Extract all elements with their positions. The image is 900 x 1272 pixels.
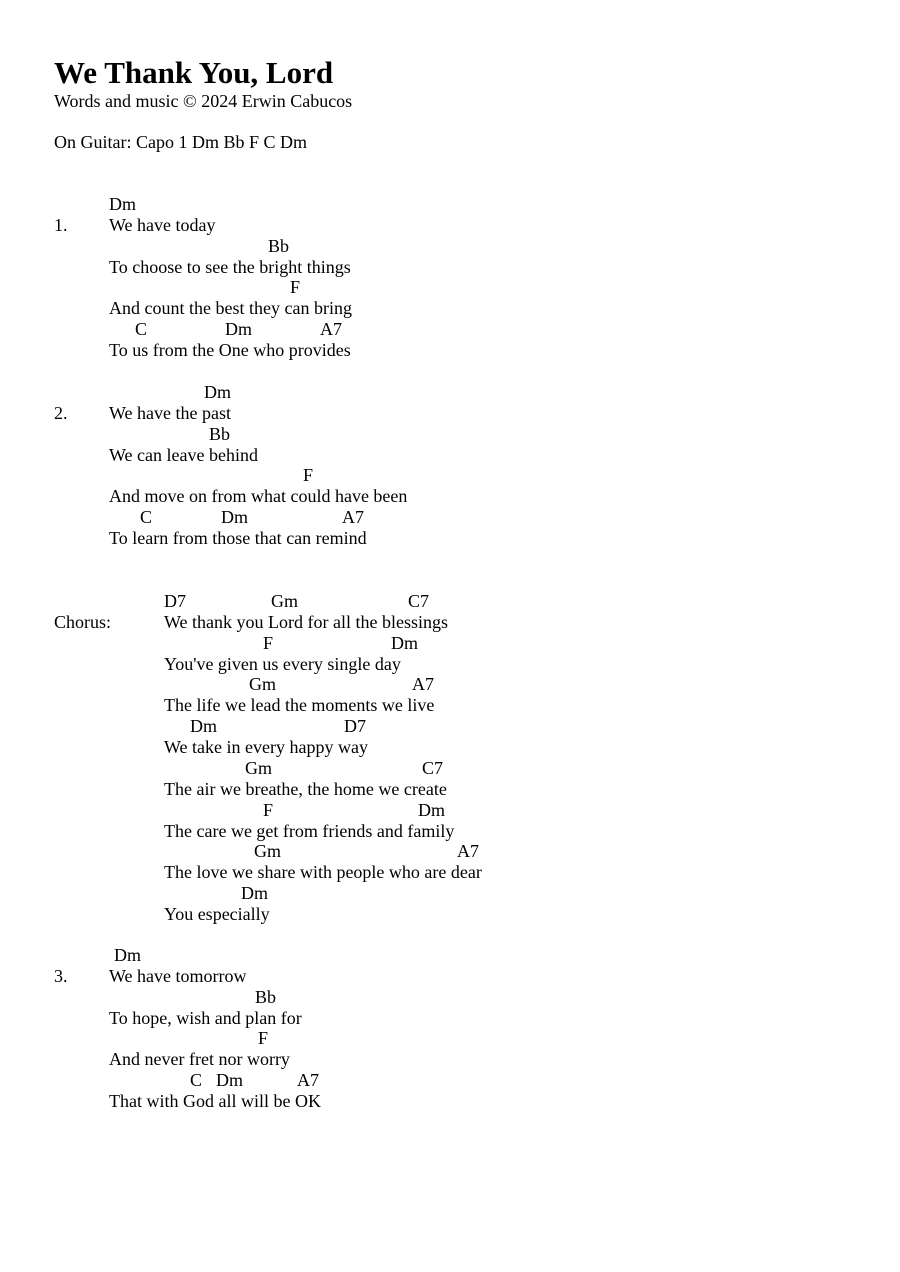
section-label: 2. — [54, 403, 68, 423]
chord: C7 — [422, 757, 444, 778]
lyric-line: You've given us every single day — [164, 653, 401, 674]
lyric-line: That with God all will be OK — [109, 1091, 321, 1112]
chord: D7 — [164, 591, 186, 611]
song-title: We Thank You, Lord — [54, 55, 334, 90]
chord: Dm — [190, 716, 217, 737]
chord: A7 — [320, 319, 342, 340]
chord: Gm — [249, 674, 276, 695]
chord: D7 — [344, 716, 366, 737]
lyric-line: We have tomorrow — [109, 966, 247, 986]
chord: F — [258, 1028, 269, 1049]
lyric-line: The air we breathe, the home we create — [164, 778, 447, 799]
lyric-line: The love we share with people who are dear — [164, 862, 482, 883]
chord: Gm — [245, 757, 272, 778]
lyric-line: We have the past — [109, 403, 232, 423]
chord: F — [263, 632, 274, 653]
chord: F — [263, 799, 274, 820]
chord: A7 — [457, 841, 479, 862]
lyric-line: To choose to see the bright things — [109, 256, 351, 277]
section-label: Chorus: — [54, 612, 112, 632]
chord: Dm — [109, 194, 136, 214]
chord: A7 — [297, 1070, 319, 1091]
lyric-line: And move on from what could have been — [109, 486, 408, 507]
chord: Dm — [241, 882, 268, 903]
chord: Bb — [268, 235, 290, 256]
lyric-line: And never fret nor worry — [109, 1049, 290, 1070]
chord: Dm — [204, 382, 231, 402]
lyric-line: We can leave behind — [109, 444, 258, 465]
capo-info: On Guitar: Capo 1 Dm Bb F C Dm — [54, 132, 308, 152]
lyric-line: We have today — [109, 215, 216, 235]
lyric-line: We take in every happy way — [164, 737, 368, 758]
chord: Dm — [216, 1070, 243, 1091]
chord: Dm — [114, 945, 141, 965]
chord: Gm — [271, 591, 298, 611]
lyric-line: To learn from those that can remind — [109, 528, 367, 549]
lyric-line: To hope, wish and plan for — [109, 1007, 302, 1028]
chord: C — [135, 319, 148, 340]
chord: Gm — [254, 841, 281, 862]
chord: Dm — [221, 507, 248, 528]
lyric-line: To us from the One who provides — [109, 340, 351, 361]
chord: C7 — [408, 591, 430, 611]
chord: Bb — [255, 986, 277, 1007]
chord: Dm — [391, 632, 418, 653]
song-credits: Words and music © 2024 Erwin Cabucos — [54, 91, 353, 111]
lyric-line: The life we lead the moments we live — [164, 695, 435, 716]
section-label: 1. — [54, 215, 68, 235]
chord: Dm — [225, 319, 252, 340]
section-label: 3. — [54, 966, 68, 986]
lyric-line: The care we get from friends and family — [164, 820, 455, 841]
chord: F — [303, 465, 314, 486]
lyric-line: We thank you Lord for all the blessings — [164, 612, 448, 632]
chord: F — [290, 277, 301, 298]
lyric-line: And count the best they can bring — [109, 298, 352, 319]
lyric-line: You especially — [164, 903, 270, 924]
chord: A7 — [342, 507, 364, 528]
chord: C — [190, 1070, 203, 1091]
chord: A7 — [412, 674, 434, 695]
chord: Dm — [418, 799, 445, 820]
chord: C — [140, 507, 153, 528]
chord: Bb — [209, 423, 231, 444]
